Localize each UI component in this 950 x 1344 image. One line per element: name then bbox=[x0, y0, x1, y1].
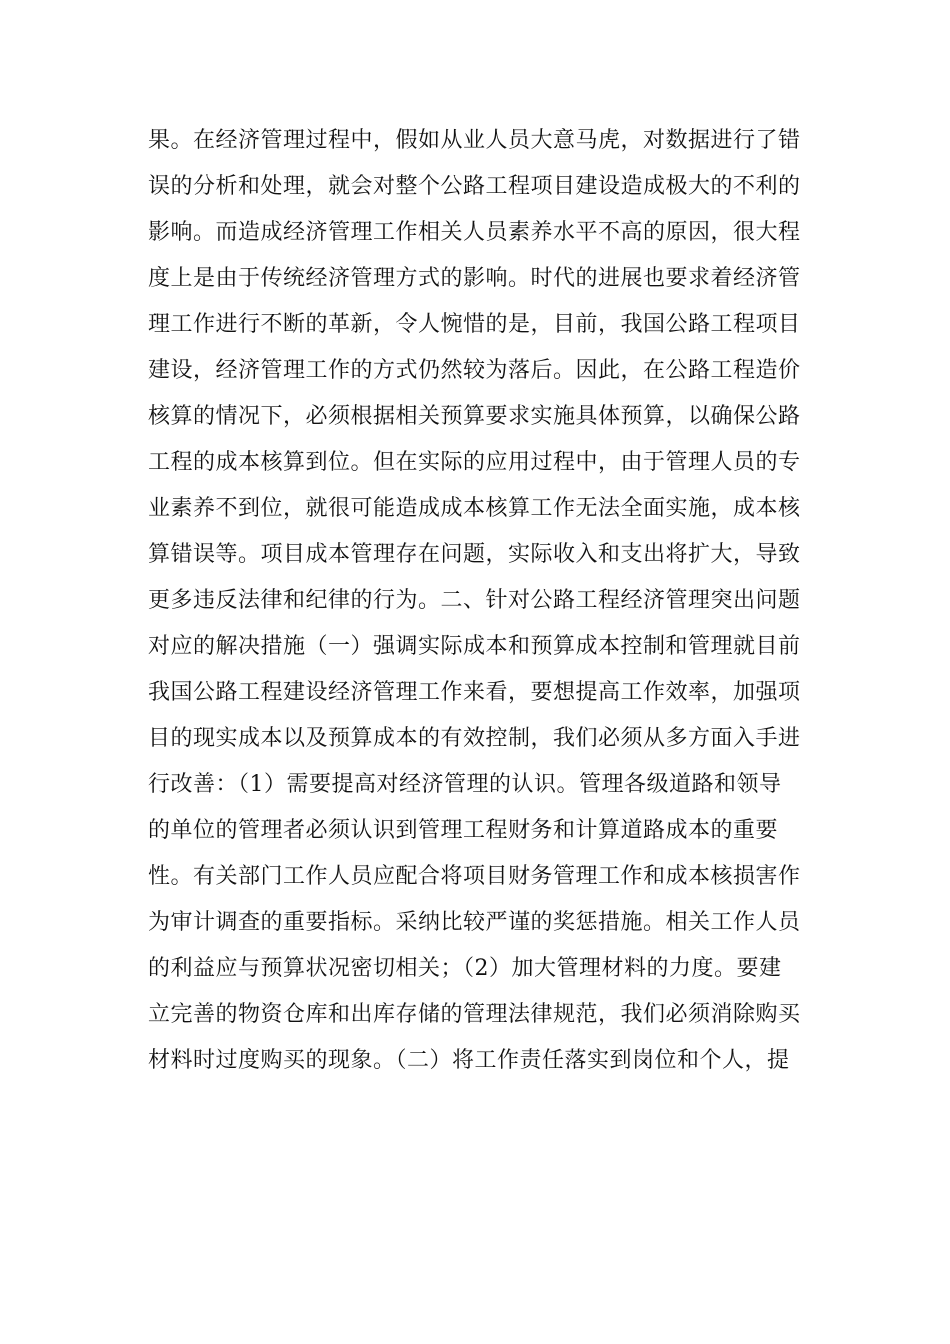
text-line: 的利益应与预算状况密切相关；（2）加大管理材料的力度。要建 bbox=[148, 956, 782, 981]
text-line: 更多违反法律和纪律的行为。二、针对公路工程经济管理突出问题 bbox=[148, 588, 801, 613]
text-line: 算错误等。项目成本管理存在问题，实际收入和支出将扩大，导致 bbox=[148, 542, 801, 567]
text-line: 对应的解决措施（一）强调实际成本和预算成本控制和管理就目前 bbox=[148, 634, 801, 659]
text-line: 误的分析和处理，就会对整个公路工程项目建设造成极大的不利的 bbox=[148, 174, 801, 199]
text-line: 目的现实成本以及预算成本的有效控制，我们必须从多方面入手进 bbox=[148, 726, 801, 751]
text-line: 为审计调查的重要指标。采纳比较严谨的奖惩措施。相关工作人员 bbox=[148, 910, 801, 935]
text-line: 果。在经济管理过程中，假如从业人员大意马虎，对数据进行了错 bbox=[148, 128, 801, 153]
text-line: 核算的情况下，必须根据相关预算要求实施具体预算，以确保公路 bbox=[148, 404, 801, 429]
body-text bbox=[148, 118, 808, 1084]
text-line: 性。有关部门工作人员应配合将项目财务管理工作和成本核损害作 bbox=[148, 864, 801, 889]
text-line: 业素养不到位，就很可能造成成本核算工作无法全面实施，成本核 bbox=[148, 496, 801, 521]
text-line: 工程的成本核算到位。但在实际的应用过程中，由于管理人员的专 bbox=[148, 450, 801, 475]
text-line: 行改善：（1）需要提高对经济管理的认识。管理各级道路和领导 bbox=[148, 772, 782, 797]
text-line: 影响。而造成经济管理工作相关人员素养水平不高的原因，很大程 bbox=[148, 220, 801, 245]
text-line: 材料时过度购买的现象。（二）将工作责任落实到岗位和个人，提 bbox=[148, 1048, 790, 1073]
text-line: 的单位的管理者必须认识到管理工程财务和计算道路成本的重要 bbox=[148, 818, 779, 843]
text-line: 建设，经济管理工作的方式仍然较为落后。因此，在公路工程造价 bbox=[148, 358, 801, 383]
text-line: 度上是由于传统经济管理方式的影响。时代的进展也要求着经济管 bbox=[148, 266, 801, 291]
text-line: 我国公路工程建设经济管理工作来看，要想提高工作效率，加强项 bbox=[148, 680, 801, 705]
text-line: 理工作进行不断的革新，令人惋惜的是，目前，我国公路工程项目 bbox=[148, 312, 801, 337]
text-line: 立完善的物资仓库和出库存储的管理法律规范，我们必须消除购买 bbox=[148, 1002, 801, 1027]
